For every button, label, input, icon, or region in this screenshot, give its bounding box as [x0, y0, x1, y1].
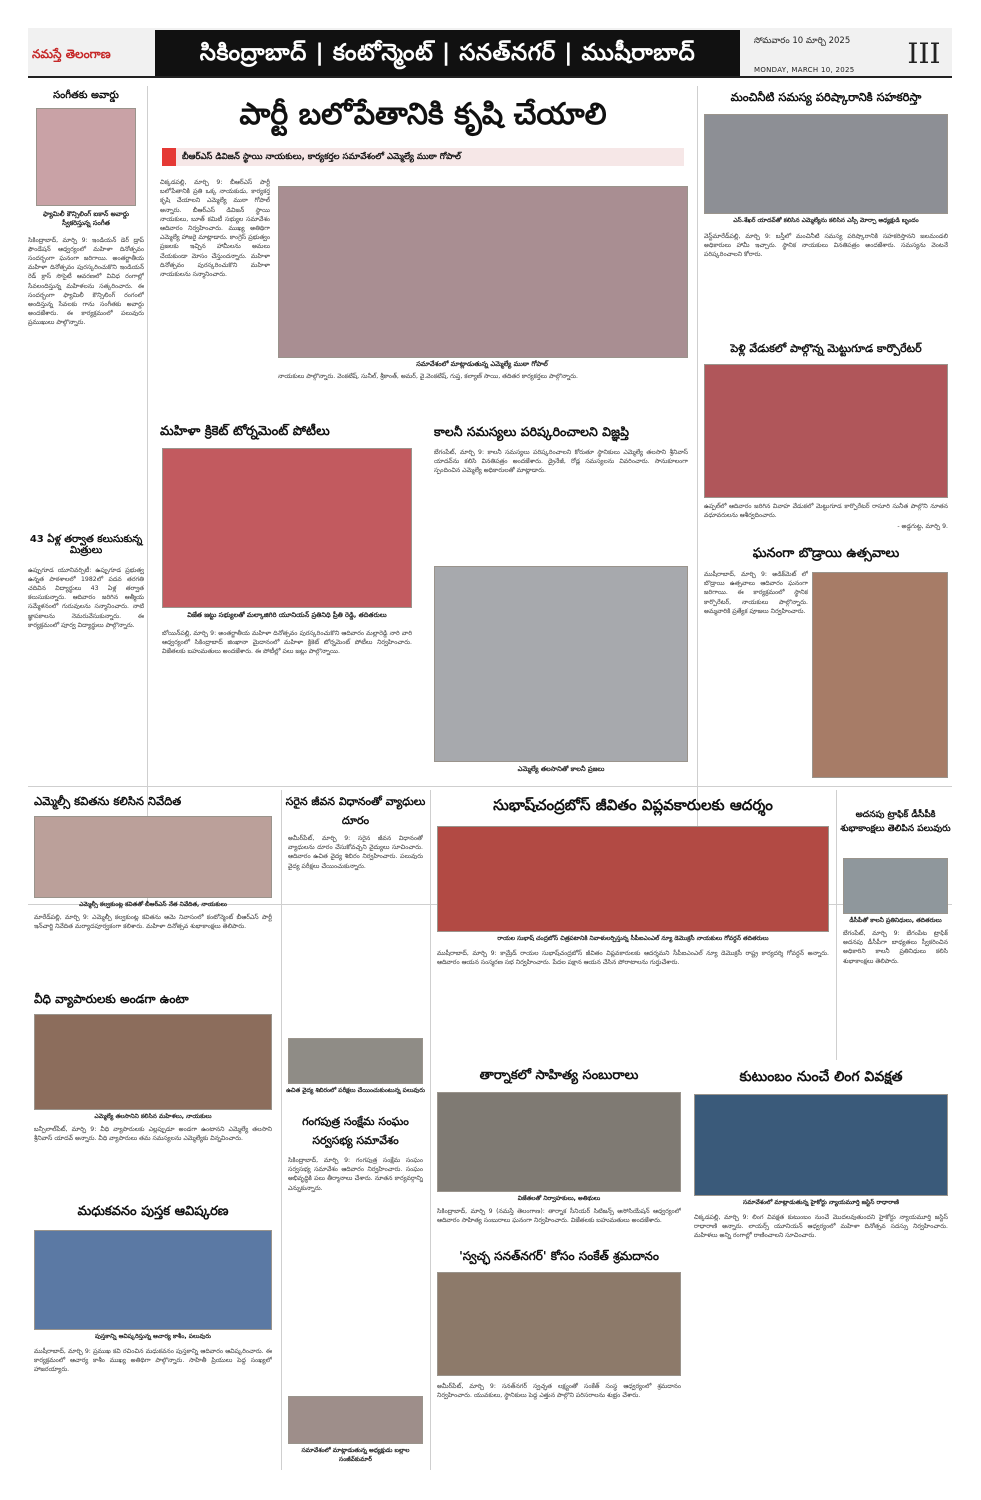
- photo: [36, 108, 136, 206]
- headline: కాలనీ సమస్యలు పరిష్కరించాలని విజ్ఞప్తి: [434, 424, 630, 439]
- caption: రాయల సుభాష్ చంద్రబోస్ చిత్రపటానికి నివాళులర్పిస్తున్న సీపీఐఎంఎల్ న్యూ డెమొక్రసీ నాయకులు గోవర్ధన్ తదితరులు: [497, 935, 769, 942]
- area-band: సికింద్రాబాద్ | కంటోన్మెంట్ | సనత్‌నగర్ | ముషీరాబాద్: [155, 30, 740, 76]
- caption: సమావేశంలో మాట్లాడుతున్న హైకోర్టు న్యాయమూర్తి జస్టిస్ రాధారాణి: [743, 1199, 899, 1206]
- headline: వీధి వ్యాపారులకు అండగా ఉంటా: [34, 992, 189, 1006]
- photo: [288, 1396, 423, 1444]
- headline: అదనపు ట్రాఫిక్ డీసీపీకి శుభాకాంక్షలు తెలిపిన పలువురు: [840, 810, 951, 834]
- photo: [278, 186, 688, 358]
- photo: [434, 566, 688, 762]
- body: నాయకులు పాల్గొన్నారు. వెంకటేష్, సునీల్, శ్రీకాంత్, అమర్, వై.వెంకటేష్, గుప్త, కల్యాణ్ సాయి, తదితర కార్యకర్తలు పాల్గొన్నారు.: [278, 373, 579, 380]
- article-tarnaka: [433, 1064, 685, 1240]
- article-music-award: [28, 86, 144, 786]
- headline: తార్నాకలో సాహిత్య సంబురాలు: [479, 1068, 639, 1083]
- photo: [34, 1014, 272, 1110]
- paper-name: నమస్తే తెలంగాణ: [32, 47, 111, 61]
- headline: పార్టీ బలోపేతానికి కృషి చేయాలి: [239, 97, 607, 132]
- headline: ఘనంగా బొడ్రాయి ఉత్సవాలు: [752, 546, 900, 561]
- body: వెస్ట్‌మారేడ్‌పల్లి, మార్చి 9: బస్తీలో మంచినీటి సమస్య పరిష్కారానికి సహకరిస్తానని జలమండలి అధికారులు హామీ ఇచ్చారు. స్థానిక నాయకులు వినతిపత్రం అందజేశారు. సమస్యను వెంటనే పరిష్కరించాలని కోరారు.: [704, 233, 948, 259]
- headline: సంగీతకు అవార్డు: [53, 90, 119, 101]
- headline: 43 ఏళ్ల తర్వాత కలుసుకున్న మిత్రులు: [29, 533, 143, 556]
- photo: [812, 572, 948, 778]
- photo: [288, 1038, 423, 1084]
- article-party-strengthen: [152, 86, 694, 416]
- headline: గంగపుత్ర సంక్షేమ సంఘం సర్వసభ్య సమావేశం: [302, 1115, 409, 1147]
- article-street-vendors: [28, 988, 278, 1196]
- body: అమీర్‌పేట్, మార్చి 9: సనత్‌నగర్ స్వచ్ఛత లక్ష్యంతో సంకేత్ సంస్థ ఆధ్వర్యంలో శ్రమదానం నిర్వహించారు. యువకులు, స్థానికులు పెద్ద ఎత్తున పాల్గొని పరిసరాలను శుభ్రం చేశారు.: [437, 1383, 681, 1400]
- photo: [437, 1092, 681, 1192]
- article-sanathnagar: [433, 1244, 685, 1472]
- headline: మధుకవనం పుస్తక ఆవిష్కరణ: [77, 1204, 229, 1219]
- caption: విజేత జట్టు సభ్యులతో మల్కాజిగిరి యూనియన్ ప్రతినిధి ప్రీతి రెడ్డి, తదితరులు: [187, 611, 387, 619]
- body: సికింద్రాబాద్, మార్చి 9: ఇండియన్ డెర్ డ్రాప్ ఫౌండేషన్ ఆధ్వర్యంలో మహిళా దినోత్సవం సందర్భంగా ఘనంగా జరిగాయి. అంతర్జాతీయ మహిళా దినోత్సవం పురస్కరించుకొని ఇండియన్ రెడ్ క్రాస్ సొసైటీ ఆవరణలో వివిధ రంగాల్లో సేవలందిస్తున్న మహిళలను సత్కరించారు. ఈ సందర్భంగా ఫ్యామిలీ కౌన్సిలింగ్ రంగంలో అందిస్తున్న సేవలకు గాను సంగీతకు అవార్డు అందజేశారు. ఈ కార్యక్రమంలో పలువురు ప్రముఖులు పాల్గొన్నారు.: [28, 236, 144, 327]
- article-cricket: [152, 420, 422, 782]
- date-telugu: సోమవారం 10 మార్చి 2025: [754, 36, 851, 46]
- photo: [694, 1094, 948, 1196]
- photo: [843, 858, 948, 914]
- caption: ఫ్యామిలీ కౌన్సిలింగ్ ఐకాన్ అవార్డు స్వీకరిస్తున్న సంగీత: [42, 209, 130, 227]
- article-traffic-dcp: [839, 808, 952, 1060]
- body: ఉప్పల్‌లో ఆదివారం జరిగిన వివాహ వేడుకలో మెట్టుగూడ కార్పొరేటర్ రాసూరి సునీత పాల్గొని నూతన వధూవరులను ఆశీర్వదించారు.: [704, 503, 948, 520]
- caption: డీసీపీతో కాలనీ ప్రతినిధులు, తదితరులు: [849, 917, 942, 924]
- photo: [162, 448, 412, 608]
- article-colony-problems: [428, 420, 694, 782]
- article-madhuka-book: [28, 1200, 278, 1472]
- page-number: III: [907, 37, 941, 70]
- headline: కుటుంబం నుంచే లింగ వివక్షత: [739, 1069, 903, 1085]
- body: సికింద్రాబాద్, మార్చి 9: గంగపుత్ర సంక్షేమ సంఘం సర్వసభ్య సమావేశం ఆదివారం నిర్వహించారు. సంఘం అభివృద్ధికి పలు తీర్మానాలు చేశారు. నూతన కార్యవర్గాన్ని ఎన్నుకున్నారు.: [288, 1157, 423, 1192]
- body: ముషీరాబాద్, మార్చి 9: అడిక్‌మెట్ లో బొడ్రాయి ఉత్సవాలు ఆదివారం ఘనంగా జరిగాయి. ఈ కార్యక్రమంలో స్థానిక కార్పొరేటర్, నాయకులు పాల్గొన్నారు. అమ్మవారికి ప్రత్యేక పూజలు నిర్వహించారు.: [704, 571, 808, 615]
- caption: ఎస్.శేఖర్ యాదవ్‌తో కలిసిన ఎమ్మెల్యేను కలిసిన ఎస్సీ మోర్చా అధ్యక్షుడి బృందం: [733, 217, 919, 224]
- article-bonalu: [700, 542, 952, 782]
- headline: సరైన జీవన విధానంతో వ్యాధులు దూరం: [285, 795, 426, 827]
- body: బేగంపేట్, మార్చి 9: కాలనీ సమస్యలు పరిష్కరించాలని కోరుతూ స్థానికులు ఎమ్మెల్యే తలసాని శ్రీనివాస్ యాదవ్‌ను కలిసి వినతిపత్రం అందజేశారు. డ్రైనేజీ, రోడ్ల సమస్యలను వివరించారు. సానుకూలంగా స్పందించిన ఎమ్మెల్యే అధికారులతో మాట్లాడారు.: [434, 449, 688, 475]
- article-subhash: [433, 790, 833, 1060]
- article-healthy-life: [284, 790, 427, 1108]
- photo: [704, 364, 948, 498]
- photo: [704, 114, 948, 214]
- body: అమీర్‌పేట్, మార్చి 9: సరైన జీవన విధానంతో వ్యాధులను దూరం చేసుకోవచ్చని వైద్యులు సూచించారు. ఆదివారం ఉచిత వైద్య శిబిరం నిర్వహించారు. పలువురు వైద్య పరీక్షలు చేయించుకున్నారు.: [288, 835, 423, 870]
- caption: ఎమ్మెల్యే తలసానితో కాలనీ ప్రజలు: [517, 765, 605, 773]
- body: ముషీరాబాద్, మార్చి 9: కామ్రేడ్ రాయల సుభాష్‌చంద్రబోస్ జీవితం విప్లవకారులకు ఆదర్శమని సీపీఐఎంఎల్ న్యూ డెమొక్రసీ రాష్ట్ర కార్యదర్శి గోవర్ధన్ అన్నారు. ఆదివారం ఆయన సంస్మరణ సభ నిర్వహించారు. పేదల పక్షాన ఆయన చేసిన పోరాటాలను గుర్తుచేశారు.: [437, 950, 829, 967]
- article-wedding: [700, 338, 952, 538]
- headline: పెళ్లి వేడుకలో పాల్గొన్న మెట్టుగూడ కార్పొరేటర్: [730, 342, 922, 355]
- caption: సమావేశంలో మాట్లాడుతున్న అధ్యక్షుడు బల్లాల సంజీవ్‌కుమార్: [301, 1447, 410, 1463]
- article-kavitha: [28, 790, 278, 984]
- body: సికింద్రాబాద్, మార్చి 9 (నమస్తే తెలంగాణ): తార్నాక సీనియర్ సిటిజన్స్ అసోసియేషన్ ఆధ్వర్యంలో ఆదివారం సాహిత్య సంబురాలు ఘనంగా నిర్వహించారు. విజేతలకు బహుమతులు అందజేశారు.: [437, 1208, 681, 1225]
- headline: సుభాష్‌చంద్రబోస్ జీవితం విప్లవకారులకు ఆదర్శం: [493, 796, 773, 814]
- caption: పుస్తకాన్ని ఆవిష్కరిస్తున్న ఆచార్య కాశీం, పలువురు: [95, 1333, 211, 1340]
- body: బన్సీలాల్‌పేట్, మార్చి 9: వీధి వ్యాపారులకు ఎల్లప్పుడూ అండగా ఉంటానని ఎమ్మెల్యే తలసాని శ్రీనివాస్ యాదవ్ అన్నారు. వీధి వ్యాపారులు తమ సమస్యలను ఎమ్మెల్యేకు విన్నవించారు.: [34, 1126, 272, 1143]
- headline: మహిళా క్రికెట్ టోర్నమెంట్ పోటీలు: [160, 424, 330, 439]
- body: ఉప్పుగూడ యూనివర్సిటీ: ఉప్పుగూడ ప్రభుత్వ ఉన్నత పాఠశాలలో 1982లో పదవ తరగతి చదివిన విద్యార్థులు 43 ఏళ్ల తర్వాత కలుసుకున్నారు. ఆదివారం జరిగిన ఆత్మీయ సమ్మేళనంలో గురువులను సన్మానించారు. నాటి జ్ఞాపకాలను నెమరువేసుకున్నారు. ఈ కార్యక్రమంలో పూర్వ విద్యార్థులు పాల్గొన్నారు.: [28, 566, 144, 629]
- body: చిక్కడపల్లి, మార్చి 9: బీఆర్‌ఎస్ పార్టీ బలోపేతానికి ప్రతి ఒక్క నాయకుడు, కార్యకర్త కృషి చేయాలని ఎమ్మెల్యే ముఠా గోపాల్ అన్నారు. బీఆర్‌ఎస్ డివిజన్ స్థాయి నాయకులు, బూత్ కమిటీ సభ్యుల సమావేశం ఆదివారం నిర్వహించారు. ముఖ్య అతిథిగా ఎమ్మెల్యే హాజరై మాట్లాడారు. కాంగ్రెస్ ప్రభుత్వం ప్రజలకు ఇచ్చిన హామీలను అమలు చేయకుండా మోసం చేస్తుందన్నారు. మహిళా దినోత్సవం పురస్కరించుకొని మహిళా నాయకులను సన్మానించారు.: [160, 179, 270, 279]
- body: చిక్కడపల్లి, మార్చి 9: లింగ వివక్షత కుటుంబం నుంచే మొదలవుతుందని హైకోర్టు న్యాయమూర్తి జస్టిస్ రాధారాణి అన్నారు. లాయర్స్ యూనియన్ ఆధ్వర్యంలో మహిళా దినోత్సవ సదస్సు నిర్వహించారు. మహిళలు అన్ని రంగాల్లో రాణించాలని సూచించారు.: [694, 1214, 948, 1240]
- body: బోయిన్‌పల్లి, మార్చి 9: అంతర్జాతీయ మహిళా దినోత్సవం పురస్కరించుకొని ఆదివారం మల్లారెడ్డి నారి వారి ఆధ్వర్యంలో సికింద్రాబాద్ జింఖానా మైదానంలో మహిళా క్రికెట్ టోర్నమెంట్ పోటీలు నిర్వహించారు. విజేతలకు బహుమతులు అందజేశారు. ఈ పోటీల్లో పలు జట్లు పాల్గొన్నాయి.: [162, 630, 412, 656]
- photo: [34, 816, 272, 898]
- body: ముషీరాబాద్, మార్చి 9: ప్రముఖ కవి రచించిన మధుకవనం పుస్తకాన్ని ఆదివారం ఆవిష్కరించారు. ఈ కార్యక్రమంలో ఆచార్య కాశీం ముఖ్య అతిథిగా పాల్గొన్నారు. సాహితీ ప్రియులు పెద్ద సంఖ్యలో హాజరయ్యారు.: [34, 1348, 272, 1374]
- article-gender-discrimination: [690, 1064, 952, 1472]
- date-english: MONDAY, MARCH 10, 2025: [754, 66, 855, 74]
- dateline: - అడ్డగుట్ట, మార్చి 9.: [897, 523, 948, 530]
- photo: [34, 1230, 272, 1330]
- headline: 'స్వచ్ఛ సనత్‌నగర్' కోసం సంకేత్ శ్రమదానం: [459, 1249, 659, 1263]
- caption: విజేతలతో నిర్వాహకులు, అతిథులు: [517, 1195, 601, 1202]
- kicker: బీఆర్‌ఎస్ డివిజన్ స్థాయి నాయకులు, కార్యకర్తల సమావేశంలో ఎమ్మెల్యే ముఠా గోపాల్: [162, 148, 684, 166]
- body: బేగంపేట్, మార్చి 9: బేగంపేట ట్రాఫిక్ అదనపు డీసీపీగా బాధ్యతలు స్వీకరించిన అధికారిని కాలనీ ప్రతినిధులు కలిసి శుభాకాంక్షలు తెలిపారు.: [843, 930, 948, 965]
- caption: ఎమ్మెల్సీ కల్వకుంట్ల కవితతో బీఆర్‌ఎస్ నేత నివేదిత, నాయకులు: [79, 901, 227, 908]
- caption: ఎమ్మెల్యే తలసానిని కలిసిన మహిళలు, నాయకులు: [94, 1113, 212, 1120]
- photo: [437, 1272, 681, 1376]
- headline: ఎమ్మెల్సీ కవితను కలిసిన నివేదిత: [34, 794, 182, 808]
- caption: సమావేశంలో మాట్లాడుతున్న ఎమ్మెల్యే ముఠా గోపాల్: [416, 360, 548, 368]
- headline: మంచినీటి సమస్య పరిష్కారానికి సహకరిస్తా: [730, 90, 922, 104]
- article-water-problem: [700, 86, 952, 332]
- photo: [437, 826, 829, 932]
- body: మారేడ్‌పల్లి, మార్చి 9: ఎమ్మెల్సీ కల్వకుంట్ల కవితను ఆమె నివాసంలో కంటోన్మెంట్ బీఆర్‌ఎస్ పార్టీ ఇన్‌చార్జి నివేదిత మర్యాదపూర్వకంగా కలిశారు. మహిళా దినోత్సవ శుభాకాంక్షలు తెలిపారు.: [34, 914, 272, 931]
- article-gangaputra: [284, 1112, 427, 1472]
- caption: ఉచిత వైద్య శిబిరంలో పరీక్షలు చేయించుకుంటున్న పలువురు: [286, 1087, 425, 1094]
